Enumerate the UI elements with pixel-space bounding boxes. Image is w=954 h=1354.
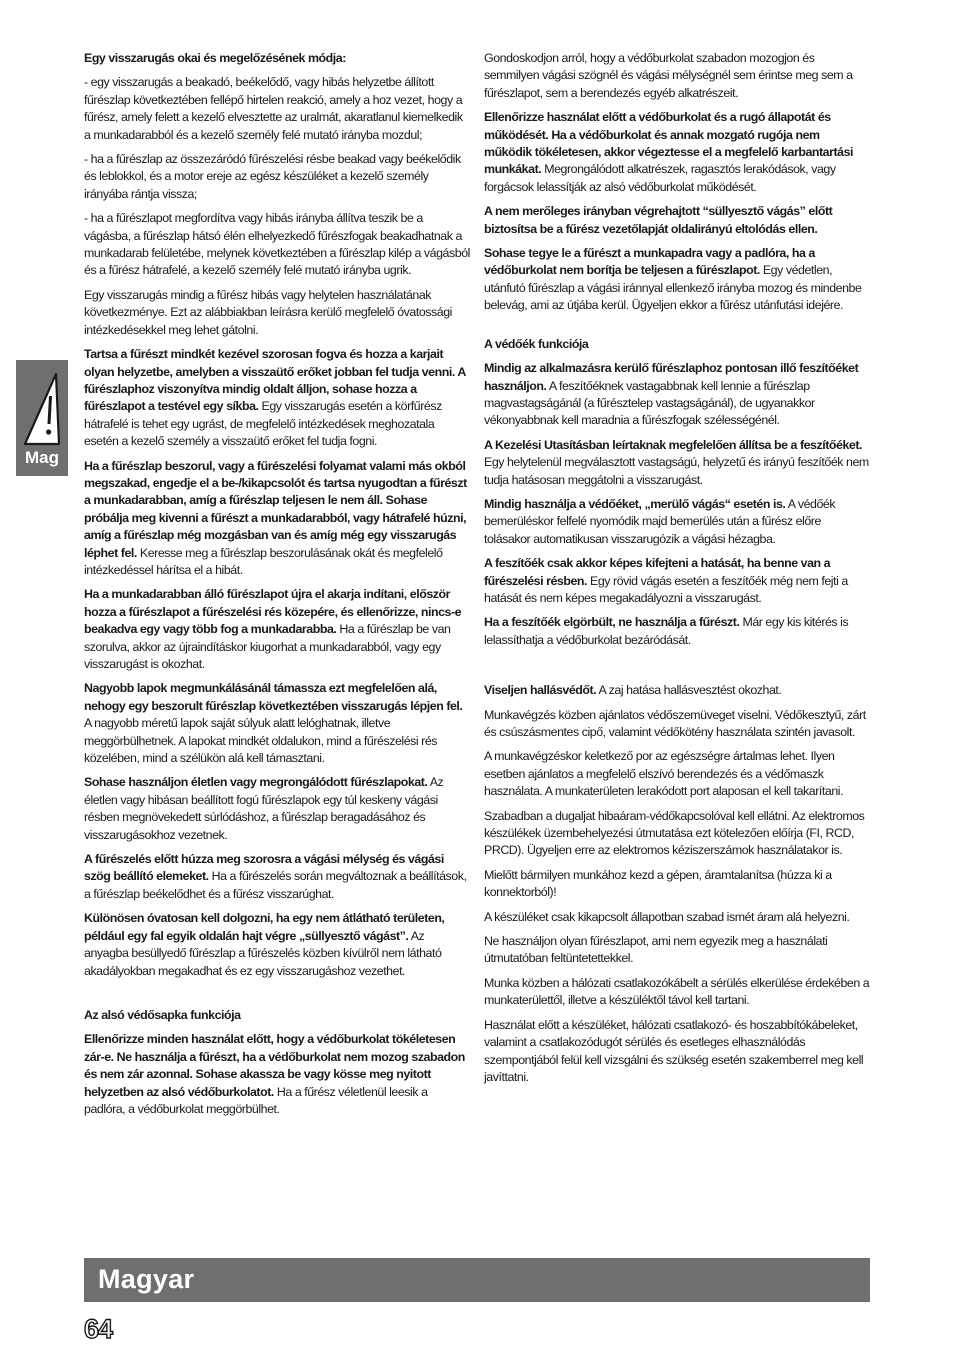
kickback-paragraph-1: - egy visszarugás a beakadó, beékelődő, vagy hibás helyzetbe állított fűrészlap következtében fellépő hirtelen reakció, amely a hoz vezet, hogy a fűrész, amely felett a kezelő elvesztette az uralmát, akaratlanul kiemelkedik a munkadarabból és a kezelő személy felé mutató irányba mozdul; xyxy=(84,75,463,142)
switch-off-paragraph: A készüléket csak kikapcsolt állapotban szabad ismét áram alá helyezni. xyxy=(484,909,850,924)
riving-paragraph-5 xyxy=(484,614,870,649)
riving-paragraph-3 xyxy=(484,496,870,548)
restart-bold: Ha a munkadarabban álló fűrészlapot újra el akarja indítani, először hozza a fűrészlapot a fűrészelési rés közepére, és ellenőrizze, nincs-e beakadva egy vagy több fog a munkadarabba. xyxy=(84,587,462,637)
riving-knife-heading: A védőék funkciója xyxy=(484,336,589,351)
lay-down-paragraph xyxy=(484,245,870,315)
unplug-paragraph: Mielőtt bármilyen munkához kezd a gépen, áramtalanítsa (húzza ki a konnektorból)! xyxy=(484,867,832,900)
blade-jam-paragraph xyxy=(84,458,470,580)
lower-guard-text: Ha a fűrész véletlenül leesik a padlóra, a védőburkolat meggörbülhet. xyxy=(84,1084,428,1116)
non-vertical-bold: A nem merőleges irányban végrehajtott “süllyesztő vágás” előtt biztosítsa be a fűrész vezetőlapját oldalirányú eltolódás ellen. xyxy=(484,204,833,236)
ear-protection-paragraph xyxy=(484,682,870,699)
blade-jam-bold: Ha a fűrészlap beszorul, vagy a fűrészelési folyamat valami más okból megszakad, engedje el a be-/kikapcsolót és tartsa nyugodtan a fűrészt a munkadarabban, amíg a fűrészlap teljesen le nem áll. Sohase próbálja meg kivenni a fűrészt a munkadarabból, vagy hátrafelé húzni, amíg a fűrészlap még mozgásban van és amíg még egy visszarugás léphet fel. xyxy=(84,458,467,560)
blade-jam-text: Keresse meg a fűrészlap beszorulásának okát és megfelelő intézkedéssel hárítsa el a hibát. xyxy=(84,545,443,577)
blunt-blades-paragraph xyxy=(84,774,470,844)
riving-2-text: Egy helytelenül megválasztott vastagságú, helyzetű és irányú feszítőék nem tudja hatásosan meggátolni a visszarugást. xyxy=(484,455,869,487)
tighten-bold: A fűrészelés előtt húzza meg szorosra a vágási mélység és vágási szög beállító elemeket. xyxy=(84,852,444,884)
lower-guard-paragraph xyxy=(84,1031,470,1118)
language-footer-bar xyxy=(84,1258,870,1302)
plunge-cut-text: Az anyagba besüllyedő fűrészlap a fűrészelés közben kívülről nem látható akadályokban megakadhat és ez egy visszarugáshoz vezethet. xyxy=(84,928,442,978)
lay-down-text: Egy védetlen, utánfutó fűrészlap a vágási iránnyal ellenkező irányba mozog és mindenbe belevág, ami az útjába kerül. Ügyeljen ekkor a fűrész utánfutási idejére. xyxy=(484,263,862,313)
riving-3-bold: Mindig használja a védőéket, „merülő vágás“ esetén is. xyxy=(484,496,786,511)
rcd-paragraph: Szabadban a dugaljat hibaáram-védőkapcsolóval kell ellátni. Az elektromos készülékek üzembehelyezési útmutatása ezt kötelezően előírja (FI, RCD, PRCD). Ügyeljen erre az elektromos kéziszerszámok használatakor is. xyxy=(484,808,865,858)
large-panels-text: A nagyobb méretű lapok saját súlyuk alatt lelóghatnak, illetve meggörbülhetnek. A lapokat mindkét oldalukon, mind a fűrészelési rés közelében, mind a szélükön alá kell támasztani. xyxy=(84,716,438,766)
hold-saw-text: Egy visszarugás esetén a körfűrész hátrafelé is tehet egy ugrást, de megfelelő intézkedések meghozatala esetén a kezelő személy a visszaütő erőket fel tudja fogni. xyxy=(84,399,442,449)
left-column xyxy=(84,50,470,1125)
restart-paragraph xyxy=(84,586,470,673)
ear-protection-bold: Viseljen hallásvédőt. xyxy=(484,683,597,698)
riving-2-bold: A Kezelési Utasításban leírtaknak megfelelően állítsa be a feszítőéket. xyxy=(484,437,863,452)
guard-spring-bold: Ellenőrizze használat előtt a védőburkolat és a rugó állapotát és működését. Ha a védőburkolat és annak mozgató rugója nem működik tökéletesen, akkor végeztesse el a megfelelő karbantartási munkákat. xyxy=(484,110,854,177)
cable-away-paragraph: Munka közben a hálózati csatlakozókábelt a sérülés elkerülése érdekében a munkaterülettől, illetve a készüléktől távol kell tartani. xyxy=(484,975,870,1008)
dust-paragraph: A munkavégzéskor keletkező por az egészségre ártalmas lehet. Ilyen esetben ajánlatos a megfelelő elszívó berendezés és a védőmaszk használata. A munkaterületen lerakódott port alaposan el kell takarítani. xyxy=(484,749,844,799)
lay-down-bold: Sohase tegye le a fűrészt a munkapadra vagy a padlóra, ha a védőburkolat nem borítja be teljesen a fűrészlapot. xyxy=(484,246,815,278)
section-spacer xyxy=(484,656,870,682)
plunge-cut-paragraph xyxy=(84,910,470,980)
riving-1-text: A feszítőéknek vastagabbnak kell lennie a fűrészlap magvastagságánál (a fűrésztelep vastagságánál), de ugyanakkor vékonyabbnak kell maradnia a fűrészfogak szélességénél. xyxy=(484,378,815,428)
warning-side-tab xyxy=(16,360,68,476)
tighten-paragraph xyxy=(84,851,470,903)
riving-4-bold: A feszítőék csak akkor képes kifejteni a hatását, ha benne van a fűrészelési résben. xyxy=(484,556,831,588)
kickback-paragraph-2: - ha a fűrészlap az összezáródó fűrészelési résbe beakad vagy beékelődik és leblokkol, és a motor ereje az egész készüléket a kezelő személy irányába rántja vissza; xyxy=(84,152,461,201)
matching-blade-paragraph: Ne használjon olyan fűrészlapot, ami nem egyezik meg a használati útmutatóban feltüntetettekkel. xyxy=(484,934,828,966)
kickback-paragraph-3: - ha a fűrészlapot megfordítva vagy hibás irányba állítva teszik be a vágásba, a fűrészlap hátsó élén elhelyezkedő fűrészfogak beakadhatnak a munkadarab felületébe, melynek következtében a fűrészlap kilép a vágásból és a fűrész hátrafelé, a kezelő személy felé mutató irányba ugrik. xyxy=(84,211,470,278)
guard-spring-paragraph xyxy=(484,109,870,196)
page-number: 64 xyxy=(84,1314,113,1344)
large-panels-paragraph xyxy=(84,680,470,767)
large-panels-bold: Nagyobb lapok megmunkálásánál támassza ezt megfelelően alá, nehogy egy beszorult fűrészlap következtében visszarugás lépjen fel. xyxy=(84,681,463,713)
right-column xyxy=(484,50,870,1093)
blunt-blades-text: Az életlen vagy hibásan beállított fogú fűrészlapok egy túl keskeny vágási résben megnövekedett súrlódáshoz, a fűrészlap beragadásához és visszarugásokhoz vezetnek. xyxy=(84,775,444,842)
riving-paragraph-1 xyxy=(484,360,870,430)
exclamation-triangle-icon xyxy=(22,372,62,446)
lower-guard-bold: Ellenőrizze minden használat előtt, hogy a védőburkolat tökéletesen zár-e. Ne használja a fűrészt, ha a védőburkolat nem mozog szabadon és nem zár azonnal. Sohase akassza be vagy kösse meg nyitott helyzetben az alsó védőburkolatot. xyxy=(84,1032,465,1099)
section-spacer xyxy=(484,322,870,336)
restart-text: Ha a fűrészlap be van szorulva, akkor az újraindításkor kiugorhat a munkadarabból, vagy egy visszarugást is okozhat. xyxy=(84,622,451,671)
riving-5-bold: Ha a feszítőék elgörbült, ne használja a fűrészt. xyxy=(484,615,740,630)
ear-protection-text: A zaj hatása hallásvesztést okozhat. xyxy=(596,683,782,698)
plunge-cut-bold: Különösen óvatosan kell dolgozni, ha egy nem átlátható területen, például egy fal egyik oldalán hajt végre „süllyesztő vágást”. xyxy=(84,911,445,943)
hold-saw-bold: Tartsa a fűrészt mindkét kezével szorosan fogva és hozza a karjait olyan helyzetbe, amelyben a visszaütő erőket jobban fel tudja venni. A fűrészlaphoz viszonyítva mindig oldalt álljon, sohase hozza a fűrészlapot a testével egy síkba. xyxy=(84,347,466,414)
riving-4-text: Egy rövid vágás esetén a feszítőék még nem fejti a hatását és nem képes megakadályozni a visszarugást. xyxy=(484,573,848,605)
non-vertical-paragraph xyxy=(484,203,870,238)
riving-paragraph-2 xyxy=(484,437,870,489)
language-title: Magyar xyxy=(98,1264,195,1294)
ppe-paragraph: Munkavégzés közben ajánlatos védőszemüveget viselni. Védőkesztyű, zárt és csúszásmentes cipő, valamint védőkötény használata szintén javasolt. xyxy=(484,707,866,739)
guard-free-paragraph: Gondoskodjon arról, hogy a védőburkolat szabadon mozogjon és semmilyen vágási szögnél és vágási mélységnél sem érintse meg sem a fűrészlapot, sem a berendezés egyéb alkatrészeit. xyxy=(484,51,853,100)
lower-guard-heading: Az alsó védősapka funkciója xyxy=(84,1007,241,1022)
riving-3-text: A védőék bemerüléskor felfelé nyomódik majd bemerülés után a fűrész előre tolásakor automatikusan visszarugózik a vágási hézagba. xyxy=(484,496,836,546)
tighten-text: Ha a fűrészelés során megváltoznak a beállítások, a fűrészlap beékelődhet és a fűrész visszarúghat. xyxy=(84,869,467,901)
riving-5-text: Már egy kis kitérés is lelassíthatja a védőburkolat bezáródását. xyxy=(484,615,849,647)
blunt-blades-bold: Sohase használjon életlen vagy megrongálódott fűrészlapokat. xyxy=(84,775,428,790)
hold-saw-paragraph xyxy=(84,346,470,450)
inspect-paragraph: Használat előtt a készüléket, hálózati csatlakozó- és hoszabbítókábeleket, valamint a csatlakozódugót sérülés és esetleges elhasználódás szempontjából felül kell vizsgálni és szükség esetén szakemberrel meg kell javíttatni. xyxy=(484,1017,864,1084)
warning-tab-label: Mag xyxy=(25,448,59,467)
section-spacer xyxy=(84,987,470,1007)
guard-spring-text: Megrongálódott alkatrészek, ragasztós lerakódások, vagy forgácsok lelassítják az alsó védőburkolat működését. xyxy=(484,162,836,194)
riving-paragraph-4 xyxy=(484,555,870,607)
kickback-heading: Egy visszarugás okai és megelőzésének módja: xyxy=(84,51,346,65)
riving-1-bold: Mindig az alkalmazásra kerülő fűrészlaphoz pontosan illő feszítőéket használjon. xyxy=(484,361,859,393)
kickback-paragraph-4: Egy visszarugás mindig a fűrész hibás vagy helytelen használatának következménye. Ezt az alábbiakban leírásra kerülő megfelelő óvatossági intézkedésekkel meg lehet gátolni. xyxy=(84,287,452,337)
